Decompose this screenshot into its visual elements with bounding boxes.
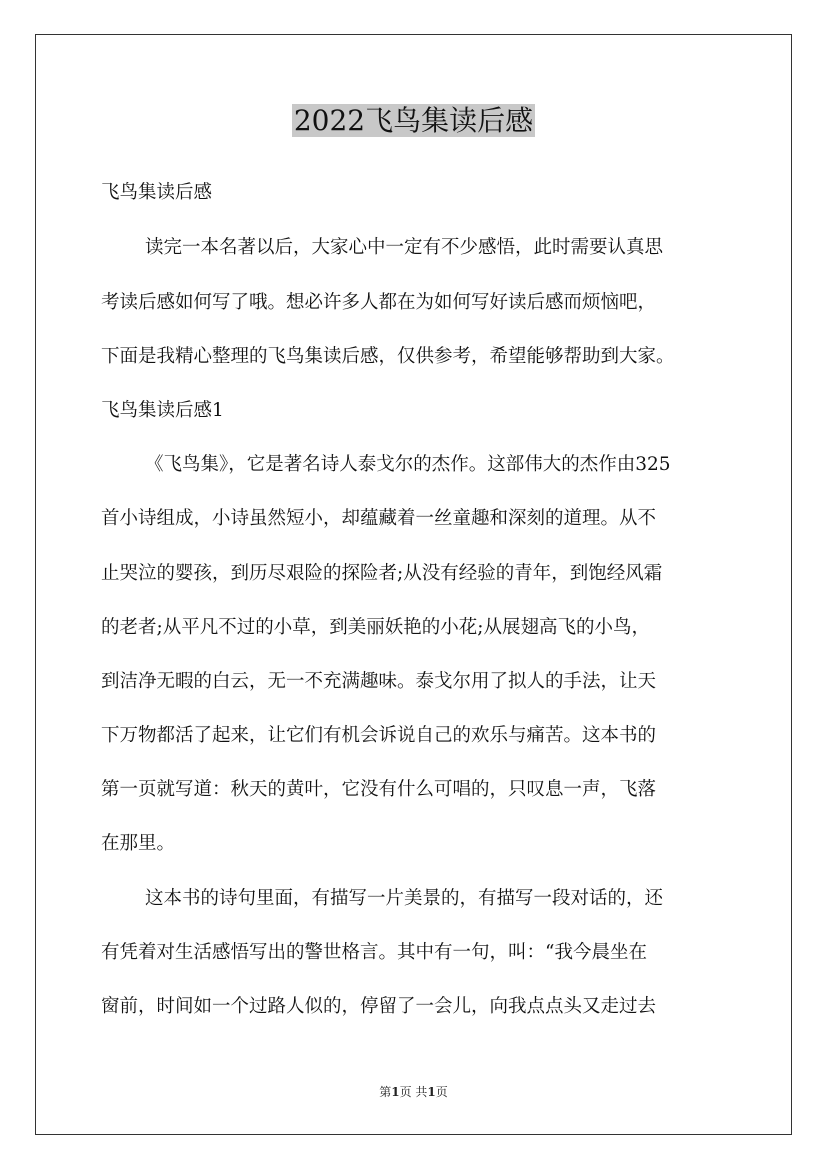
document-title-text: 2022飞鸟集读后感	[293, 104, 534, 137]
paragraph-line: 这本书的诗句里面，有描写一片美景的，有描写一段对话的，还	[145, 888, 664, 909]
paragraph-line: 下面是我精心整理的飞鸟集读后感，仅供参考，希望能够帮助到大家。	[101, 346, 675, 367]
paragraph-line: 读完一本名著以后，大家心中一定有不少感悟，此时需要认真思	[145, 237, 664, 258]
footer-prefix: 第	[379, 1085, 392, 1099]
footer-total-pages: 1	[427, 1085, 436, 1099]
paragraph-line: 首小诗组成，小诗虽然短小，却蕴藏着一丝童趣和深刻的道理。从不	[101, 508, 657, 529]
section-heading: 飞鸟集读后感1	[101, 400, 224, 421]
paragraph-line: 到洁净无暇的白云，无一不充满趣味。泰戈尔用了拟人的手法，让天	[101, 671, 657, 692]
paragraph-line: 《飞鸟集》，它是著名诗人泰戈尔的杰作。这部伟大的杰作由325	[145, 454, 671, 475]
section-heading: 飞鸟集读后感	[101, 182, 213, 203]
paragraph-line: 止哭泣的婴孩，到历尽艰险的探险者;从没有经验的青年，到饱经风霜	[101, 563, 663, 584]
paragraph-line: 考读后感如何写了哦。想必许多人都在为如何写好读后感而烦恼吧，	[101, 292, 657, 313]
paragraph-line: 在那里。	[101, 833, 176, 854]
footer-suffix: 页	[435, 1085, 448, 1099]
page-footer	[0, 1084, 827, 1100]
paragraph-line: 的老者;从平凡不过的小草，到美丽妖艳的小花;从展翅高飞的小鸟，	[101, 617, 650, 638]
footer-mid: 页 共	[399, 1085, 428, 1099]
footer-current-page: 1	[391, 1085, 400, 1099]
document-title	[0, 101, 827, 141]
paragraph-line: 有凭着对生活感悟写出的警世格言。其中有一句，叫：“我今晨坐在	[101, 942, 647, 963]
paragraph-line: 第一页就写道：秋天的黄叶，它没有什么可唱的，只叹息一声，飞落	[101, 779, 657, 800]
paragraph-line: 下万物都活了起来，让它们有机会诉说自己的欢乐与痛苦。这本书的	[101, 725, 657, 746]
paragraph-line: 窗前，时间如一个过路人似的，停留了一会儿，向我点点头又走过去	[101, 996, 657, 1017]
